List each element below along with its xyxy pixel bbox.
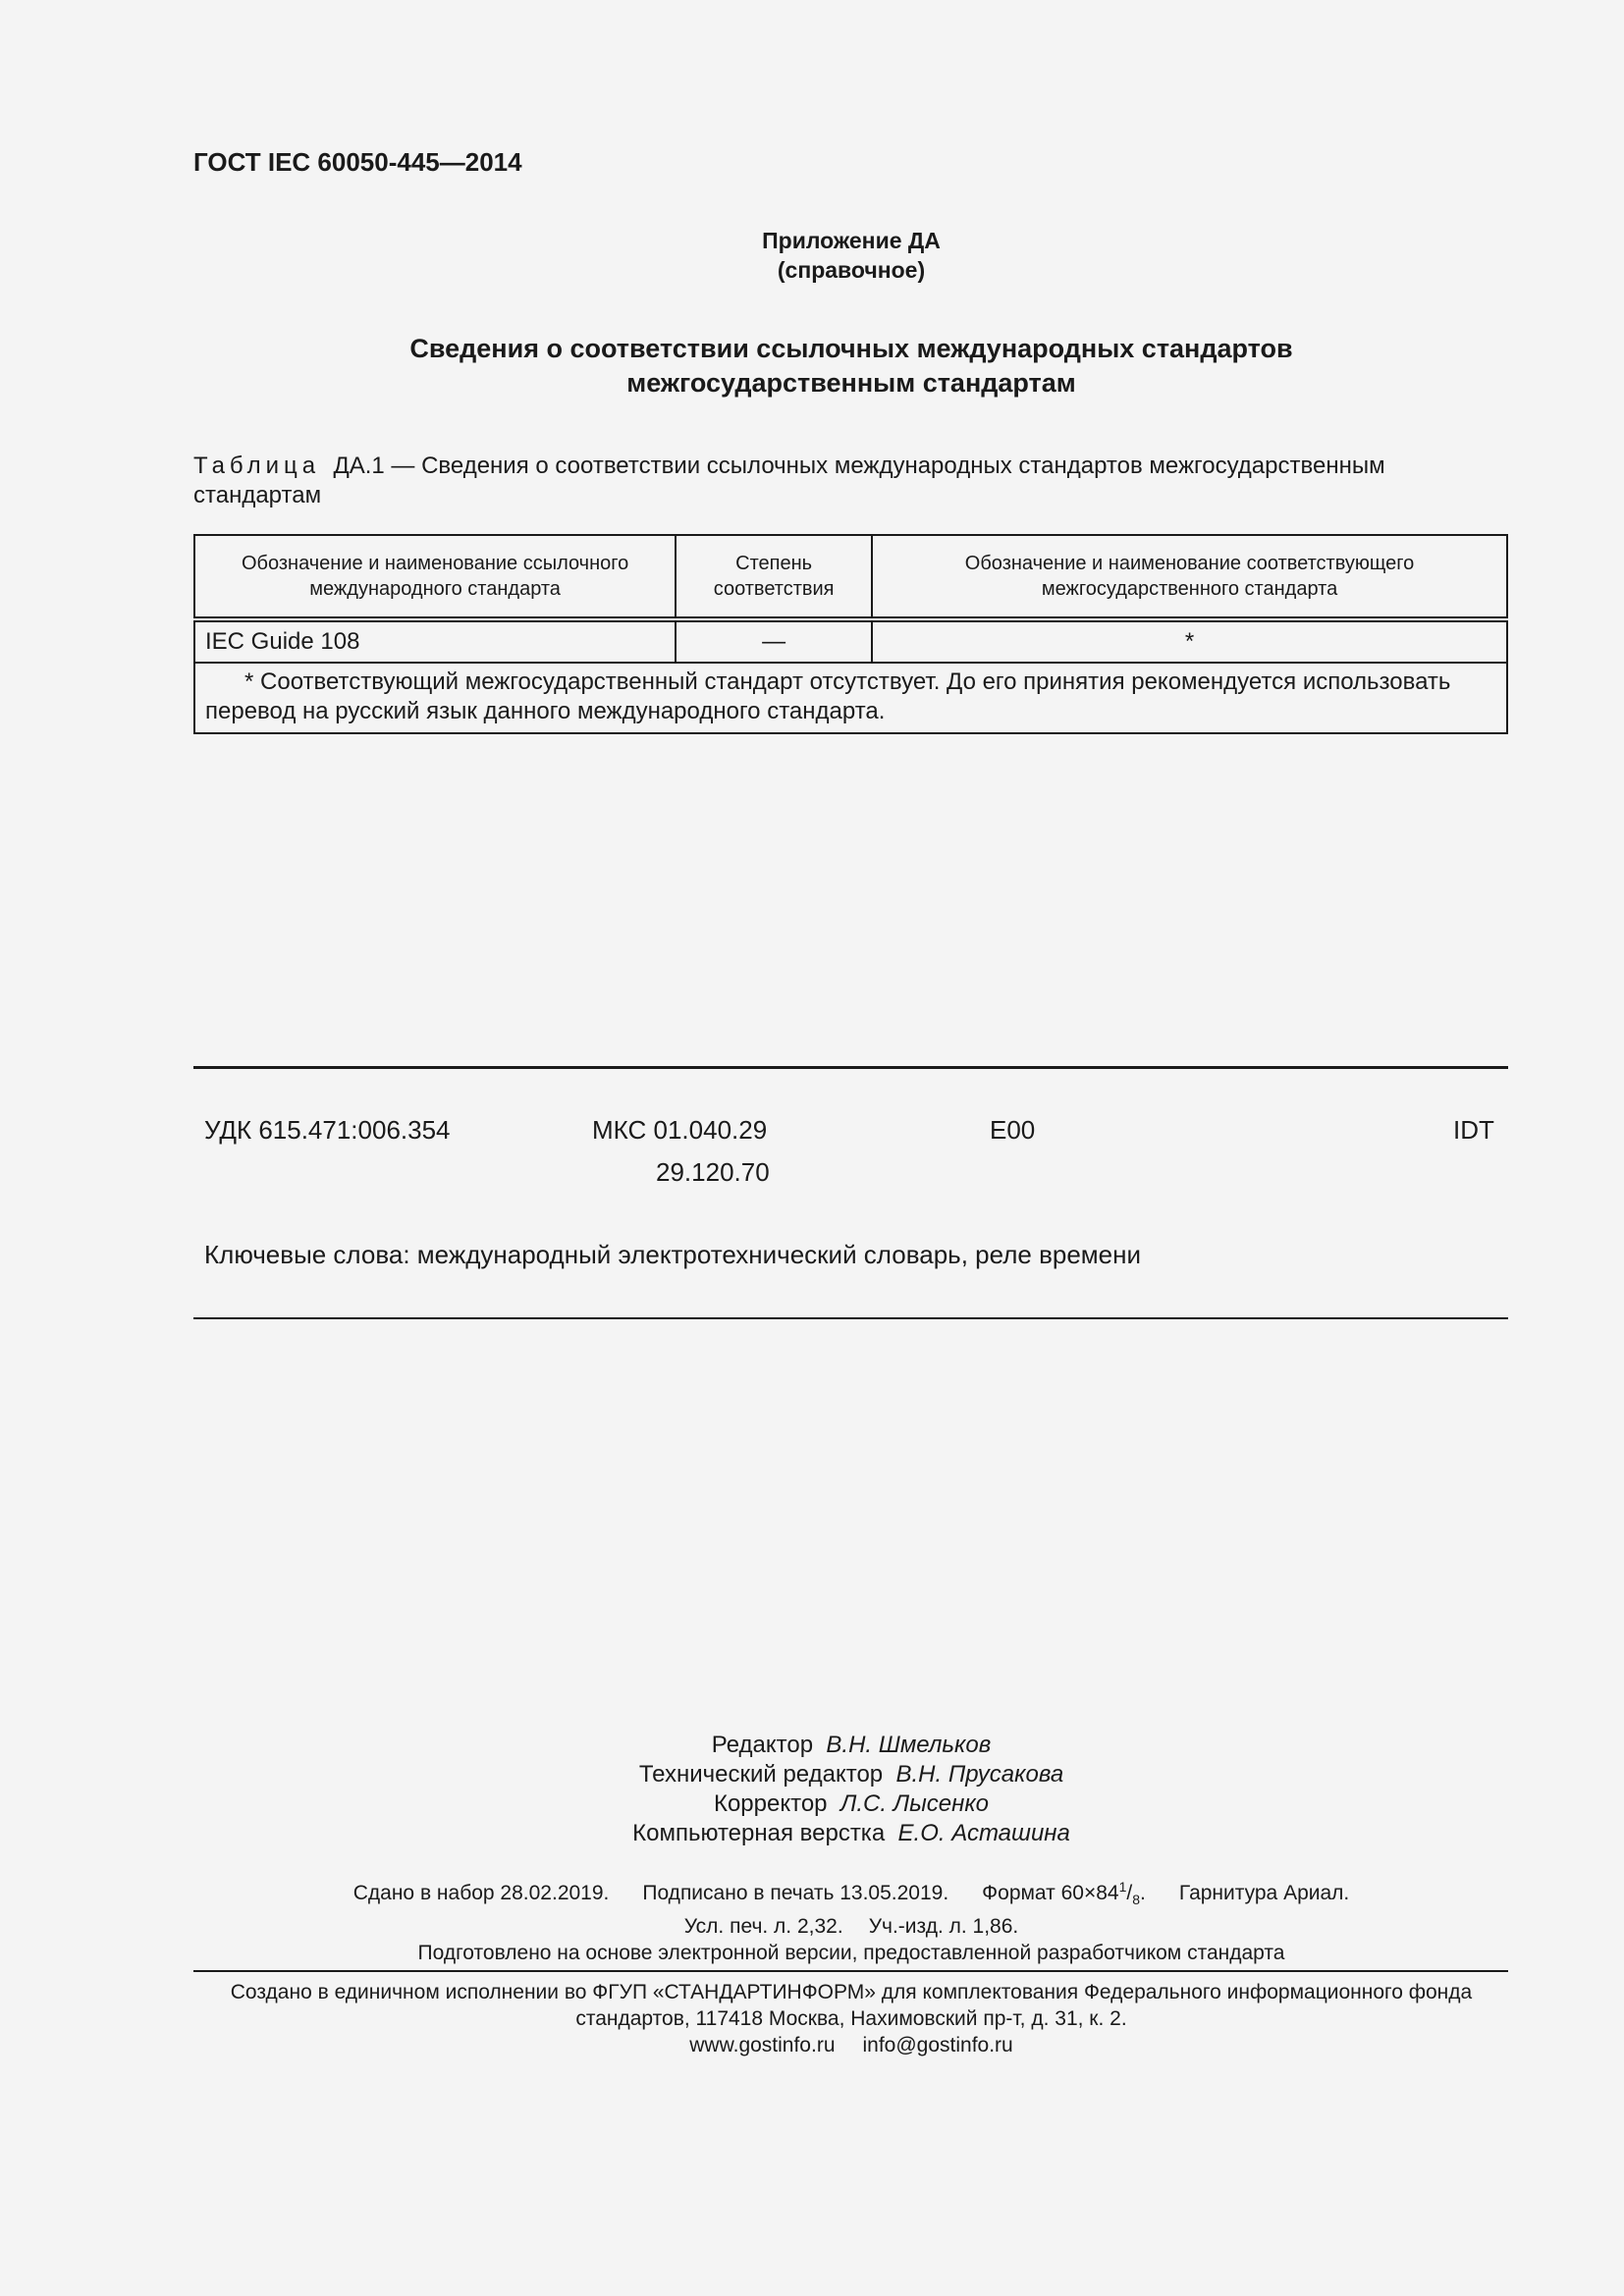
submitted-date: Сдано в набор 28.02.2019.: [352, 1882, 610, 1904]
credit-person: Л.С. Лысенко: [839, 1790, 990, 1817]
table-caption: [193, 452, 1509, 510]
print-info: [193, 1874, 1509, 1966]
publisher-footer: [193, 1979, 1509, 2058]
footer-line-1: Создано в единичном исполнении во ФГУП «СТАНДАРТИНФОРМ» для комплектования Федерального информационного фонда: [230, 1981, 1473, 2003]
credit-role: Технический редактор: [638, 1761, 884, 1788]
table-note-cell: [194, 663, 1507, 733]
cell-degree-of-conformity: —: [676, 619, 872, 663]
mks-code-1: МКС 01.040.29: [592, 1115, 768, 1145]
appendix-label: Приложение ДА: [762, 228, 941, 253]
udk-code: УДК 615.471:006.354: [204, 1115, 451, 1145]
header-interstate-standard: Обозначение и наименование соответствующего межгосударственного стандарта: [872, 535, 1507, 619]
credit-role: Корректор: [713, 1790, 828, 1817]
table-caption-prefix: Таблица: [193, 453, 321, 479]
header-degree-of-conformity: Степень соответствия: [676, 535, 872, 619]
table-note-row: [194, 663, 1507, 733]
credit-layout: [193, 1819, 1509, 1848]
credit-technical-editor: [193, 1760, 1509, 1789]
format-sub: 8: [1132, 1892, 1141, 1908]
appendix-title-line-1: Сведения о соответствии ссылочных международных стандартов: [409, 334, 1293, 363]
paper-format: Формат $60\times 84^1/_8$.: [982, 1879, 1146, 1908]
table-caption-text: ДА.1 — Сведения о соответствии ссылочных международных стандартов межгосударственным стандартам: [193, 453, 1385, 508]
footer-line-2: стандартов, 117418 Москва, Нахимовский пр-т, д. 31, к. 2.: [575, 2007, 1127, 2030]
typeface: Гарнитура Ариал.: [1178, 1882, 1350, 1904]
credit-person: В.Н. Прусакова: [895, 1761, 1064, 1788]
okstu-code: E00: [990, 1115, 1036, 1145]
format-prefix: Формат 60×84: [982, 1882, 1119, 1904]
footer-divider: [193, 1970, 1508, 1972]
format-suffix: .: [1140, 1882, 1146, 1904]
print-info-line-1: [193, 1874, 1509, 1913]
signed-date: Подписано в печать 13.05.2019.: [642, 1882, 949, 1904]
appendix-heading: [193, 226, 1509, 285]
credit-person: Е.О. Асташина: [897, 1820, 1070, 1846]
table-row: [194, 619, 1507, 663]
printed-sheets: Усл. печ. л. 2,32.: [683, 1915, 843, 1939]
table-header-row: [194, 535, 1507, 619]
credit-role: Редактор: [711, 1732, 814, 1758]
header-international-standard: Обозначение и наименование ссылочного международного стандарта: [194, 535, 676, 619]
keywords: Ключевые слова: международный электротехнический словарь, реле времени: [204, 1240, 1142, 1269]
correspondence-table: [193, 534, 1508, 734]
credits: [193, 1731, 1509, 1848]
credit-role: Компьютерная верстка: [632, 1820, 886, 1846]
print-info-line-2: [193, 1913, 1509, 1940]
edition-sheets: Уч.-изд. л. 1,86.: [868, 1915, 1019, 1939]
website-link[interactable]: www.gostinfo.ru: [689, 2034, 836, 2056]
table-note: * Соответствующий межгосударственный стандарт отсутствует. До его принятия рекомендуется использовать перевод на русский язык данного международного стандарта.: [205, 668, 1451, 724]
prepared-note: Подготовлено на основе электронной версии, предоставленной разработчиком стандарта: [417, 1942, 1285, 1965]
format-sup: 1: [1118, 1879, 1127, 1895]
cell-international-standard: IEC Guide 108: [194, 619, 676, 663]
document-code: ГОСТ IEC 60050-445—2014: [193, 147, 522, 177]
mks-code-2: 29.120.70: [656, 1157, 770, 1187]
email-link[interactable]: info@gostinfo.ru: [862, 2034, 1013, 2056]
section-divider-top: [193, 1066, 1508, 1069]
cell-interstate-standard: *: [872, 619, 1507, 663]
appendix-title-line-2: межгосударственным стандартам: [626, 368, 1076, 398]
section-divider-bottom: [193, 1317, 1508, 1319]
appendix-type: (справочное): [777, 257, 926, 283]
footer-contacts: [193, 2032, 1509, 2058]
credit-editor: [193, 1731, 1509, 1760]
credit-person: В.Н. Шмельков: [826, 1732, 992, 1758]
conformity-degree: IDT: [1453, 1115, 1494, 1145]
appendix-title: [193, 332, 1509, 400]
credit-proofreader: [193, 1789, 1509, 1819]
